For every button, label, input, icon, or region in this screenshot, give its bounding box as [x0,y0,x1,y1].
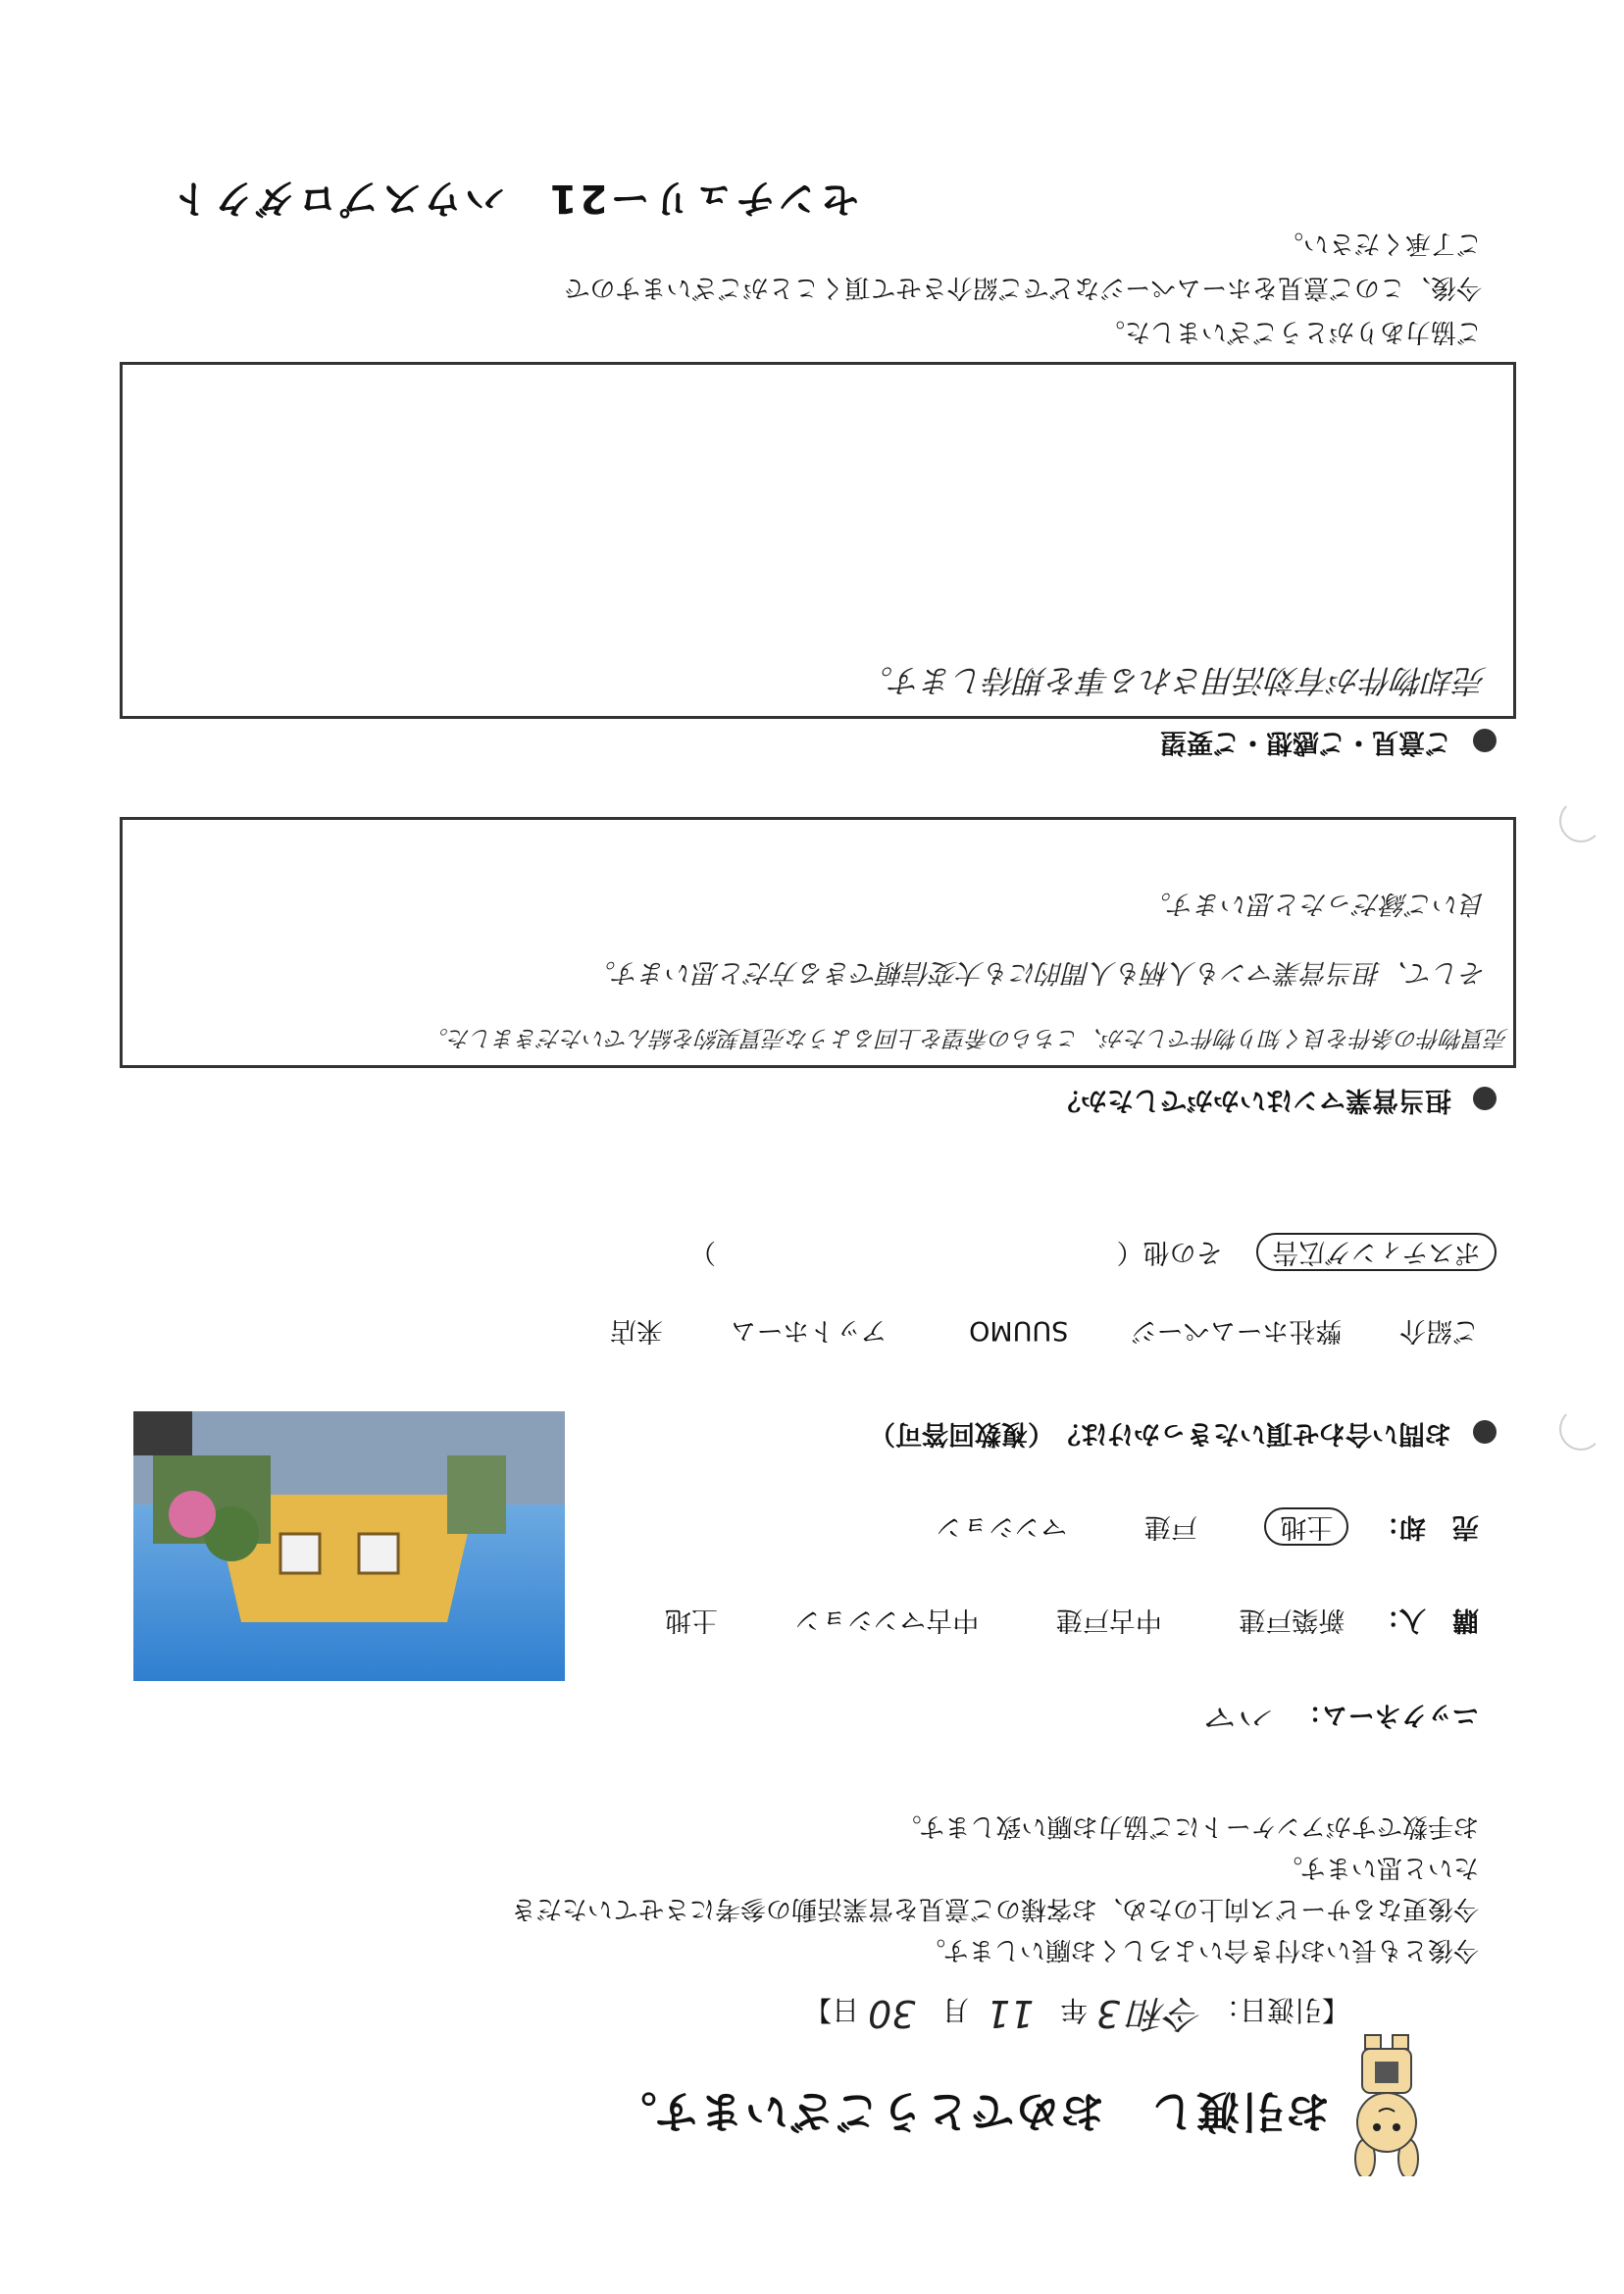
staff-heading-text: 担当営業マンはいかがでしたか？ [1054,1085,1451,1115]
staff-answer-line-3: 良いご縁だったと思います。 [1144,889,1487,919]
staff-answer-line-1: 売買物件の条件を良く知り物件でしたが、こちらの希望を上回るような売買契約を結んでいただきました。 [426,1025,1508,1050]
delivery-date-open: 【引渡日： [1211,1994,1349,2026]
delivery-date-year: 3 [1095,1992,1121,2035]
purchase-option-used-house: 中古戸建 [1055,1605,1162,1635]
delivery-date-year-unit: 年 [1060,1994,1089,2026]
closing-line-1: ご協力ありがとうございました。 [1098,317,1482,346]
inquiry-options-row-1 [610,1314,1479,1352]
intro-line-1: 今後とも長いお付き合いよろしくお願いします。 [920,1935,1479,1964]
inquiry-option-other: その他（ [1116,1237,1223,1267]
purchase-label: 購 入： [1373,1605,1479,1635]
inquiry-bullet [1473,1421,1497,1445]
delivery-date-month-unit: 月 [941,1994,970,2026]
staff-heading [1054,1084,1497,1122]
intro-line-3: たいと思います。 [1277,1853,1479,1882]
villa-photo [133,1411,565,1681]
nickname-label: ニックネーム： [1294,1700,1479,1730]
sale-option-house: 戸建 [1143,1511,1197,1542]
closing-line-3: ご了承ください。 [1277,229,1482,258]
purchase-option-land: 土地 [664,1605,718,1635]
nickname-row [1207,1697,1479,1745]
inquiry-option-posting-ad-circled: ポスティング広告 [1256,1233,1497,1271]
page-title: お引渡し おめでとうございます。 [611,2086,1330,2136]
inquiry-options-row-2 [689,1236,1497,1274]
inquiry-option-company-website: 弊社ホームページ [1130,1315,1343,1346]
delivery-date-era: 令和 [1129,1992,1204,2035]
intro-line-4: お手数ですがアンケートにご協力お願い致します。 [895,1811,1479,1841]
inquiry-option-visit: 来店 [609,1315,663,1346]
purchase-option-used-condo: 中古マンション [794,1605,980,1635]
feedback-answer-line-1: 売却物件が有効活用される事を期待します。 [861,662,1487,699]
punch-hole-mark-2 [1559,799,1602,842]
intro-line-2: 今後更なるサービス向上のため、お客様のご意見を営業活動の参考にさせていただき [511,1894,1479,1923]
rabbit-mascot-icon [1338,2029,1436,2176]
closing-line-2: 今後、このご意見をホームページなどでご紹介させて頂くことがございますので [564,273,1482,302]
staff-bullet [1473,1088,1497,1111]
inquiry-option-other-close: ） [689,1237,717,1267]
inquiry-option-athome: アットホーム [730,1315,888,1346]
sale-option-land-circled: 土地 [1264,1507,1348,1546]
feedback-heading [1160,726,1497,764]
company-name: センチュリー21 ハウスプロダクト [168,176,859,221]
sale-option-condo: マンション [936,1511,1068,1542]
feedback-heading-text: ご意見・ご感想・ご要望 [1160,727,1451,757]
purchase-row [665,1604,1479,1642]
inquiry-heading-text: お問い合わせ頂いたきっかけは？（複数回答可） [869,1418,1451,1449]
inquiry-option-referral: ご紹介 [1399,1315,1479,1346]
delivery-date [804,1990,1349,2044]
delivery-date-day: 30 [868,1992,916,2035]
nickname-value: ハマ [1206,1698,1274,1737]
delivery-date-month: 11 [986,1992,1035,2035]
feedback-bullet [1473,730,1497,753]
sale-row [936,1510,1479,1549]
purchase-option-new-house: 新築戸建 [1239,1605,1345,1635]
inquiry-option-suumo: SUUMO [969,1315,1069,1346]
delivery-date-close: 日】 [804,1994,860,2026]
punch-hole-mark-1 [1559,1407,1602,1451]
sale-label: 売 却： [1373,1511,1479,1542]
inquiry-heading [869,1417,1497,1455]
staff-answer-line-2: そして、担当営業マンも人柄も人間的にも大変信頼できる方だと思います。 [588,957,1487,988]
